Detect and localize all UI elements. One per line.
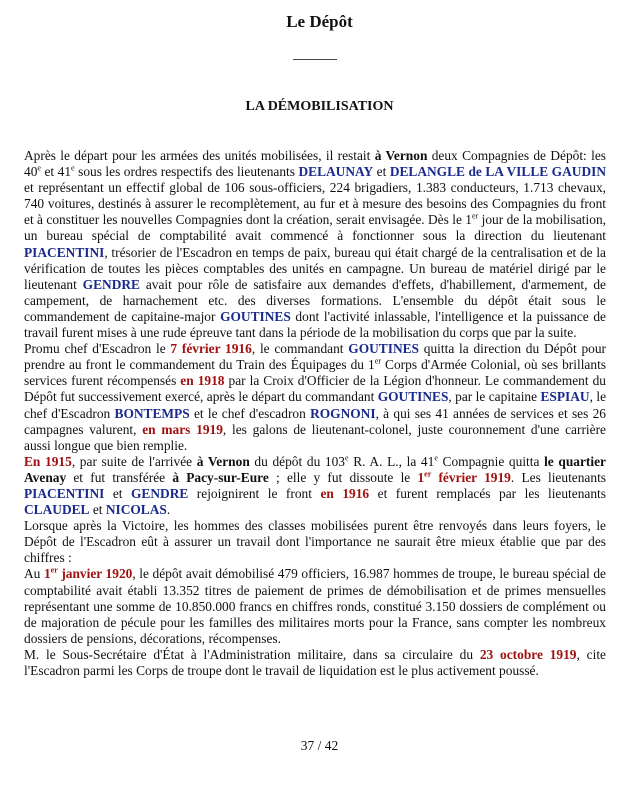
text-run: Au <box>24 566 44 582</box>
page-title: Le Dépôt <box>286 12 353 31</box>
text-run: Promu chef d'Escadron le <box>24 341 171 357</box>
text-run: le quartier Avenay <box>24 453 606 485</box>
text-run: et <box>104 485 132 501</box>
text-run: sous les ordres respectifs des lieutenants <box>74 164 299 180</box>
paragraph <box>24 566 606 646</box>
text-run: M. le Sous-Secrétaire d'État à l'Administration militaire, dans sa circulaire du <box>24 646 480 662</box>
paragraph <box>24 518 606 566</box>
text-run: . <box>166 502 171 518</box>
person-name: ROGNONI <box>310 405 376 421</box>
text-run: , le commandant <box>251 341 349 357</box>
text-run: , le chef d'Escadron <box>24 389 607 421</box>
paragraph <box>24 341 606 454</box>
text-run: , par le capitaine <box>448 389 541 405</box>
person-name: GOUTINES <box>377 389 449 405</box>
text-run: dont l'activité inlassable, l'intelligence et la puissance de travail furent mises à une rude épreuve tant dans la période de la mobilisation du corps que par la suite. <box>24 308 606 341</box>
text-run: e <box>345 453 349 463</box>
text-run: Après le départ pour les armées des unités mobilisées, il restait <box>24 148 375 163</box>
text-run: à Vernon <box>196 453 250 469</box>
text-run: Lorsque après la Victoire, les hommes des classes mobilisées purent être renvoyés dans leurs foyers, le Dépôt de l'Escadron eût à assurer un travail dont l'importance ne saurait être mieux établie que par des chiffres : <box>24 518 606 566</box>
text-run: jour de la mobilisation, un bureau spécial de comptabilité avait commencé à fonctionner sous la direction du lieutenant <box>24 212 606 244</box>
person-name: GOUTINES <box>220 308 291 324</box>
person-name: ESPIAU <box>540 389 590 405</box>
text-run: e <box>71 163 75 173</box>
text-run: du dépôt du 103 <box>249 453 346 469</box>
text-run: . Les lieutenants <box>510 469 607 485</box>
text-run: à Vernon <box>374 148 428 163</box>
text-run: , les galons de lieutenant-colonel, juste couronnement d'une carrière aussi longue que bien remplie. <box>24 421 606 453</box>
date-highlight: 1 <box>43 566 51 582</box>
text-run: par la Croix d'Officier de la Légion d'honneur. Le commandement du Dépôt fut successivement exercé, après le départ du commandant <box>24 373 606 405</box>
text-run: et <box>373 164 390 180</box>
paragraph <box>24 647 606 679</box>
text-run: rejoignirent le front <box>188 485 321 501</box>
date-highlight: en 1918 <box>180 373 225 389</box>
text-run: e <box>37 163 41 173</box>
person-name: GENDRE <box>131 485 189 501</box>
body-text <box>24 148 606 679</box>
text-run: deux Compagnies de Dépôt: les 40 <box>24 148 606 180</box>
text-run: quitta la direction du Dépôt pour prendre au front le commandement du Train des Équipages du 1 <box>24 341 606 373</box>
person-name: PIACENTINI <box>24 485 105 501</box>
text-run: , trésorier de l'Escadron en temps de paix, bureau qui était chargé de la centralisation et de la vérification de toutes les pièces comptables des unités en campagne. Un bureau de matériel dirigé par le lieutenant <box>24 244 606 292</box>
text-run: Corps d'Armée Colonial, où ses brillants services furent récompensés <box>24 357 606 389</box>
date-highlight: er <box>424 469 432 479</box>
person-name: GOUTINES <box>348 341 419 357</box>
date-highlight: En 1915 <box>24 453 72 469</box>
person-name: NICOLAS <box>105 502 167 518</box>
person-name: BONTEMPS <box>114 405 190 421</box>
section-heading: LA DÉMOBILISATION <box>245 99 394 114</box>
text-run: er <box>374 356 381 366</box>
text-run: et fut transférée <box>66 469 173 485</box>
text-run: et le chef d'escadron <box>189 405 311 421</box>
date-highlight: 23 octobre 1919 <box>479 646 577 662</box>
text-run: et furent remplacés par les lieutenants <box>369 485 606 501</box>
title-divider <box>293 59 337 60</box>
text-run: , par suite de l'arrivée <box>71 453 197 469</box>
person-name: PIACENTINI <box>24 244 105 260</box>
person-name: CLAUDEL <box>24 502 90 518</box>
text-run: et <box>89 502 106 518</box>
text-run: Compagnie quitta <box>437 453 545 469</box>
text-run: et 41 <box>40 164 72 180</box>
person-name: DELANGLE de LA VILLE GAUDIN <box>389 164 606 180</box>
text-run: , cite l'Escadron parmi les Corps de troupe dont le travail de liquidation est le plus activement poussé. <box>24 646 606 678</box>
text-run: R. A. L., la 41 <box>348 453 435 469</box>
person-name: DELAUNAY <box>298 164 374 180</box>
text-run: et représentant un effectif global de 106 sous-officiers, 224 brigadiers, 1.383 conducteurs, 1.713 chevaux, 740 voitures, destinés à assurer le recomplètement, au fur et à mesure des besoins des Compagnies du front et à constituer les nouvelles Compagnies dont la création, serait envisagée. Dès le 1 <box>24 180 606 228</box>
date-highlight: février 1919 <box>431 469 511 485</box>
date-highlight: en mars 1919 <box>142 421 223 437</box>
text-run: avait pour rôle de satisfaire aux demandes d'effets, d'habillement, d'armement, de campement, de harnachement etc. des diverses formations. L'ensemble du dépôt était sous le commandement de capitaine-major <box>24 276 606 324</box>
date-highlight: 1 <box>417 469 425 485</box>
text-run: , le dépôt avait démobilisé 479 officiers, 16.987 hommes de troupe, le bureau spécial de comptabilité avait établi 13.352 titres de paiement de primes de démobilisation et de primes mensuelles représentant une somme de 10.850.000 francs en chiffres ronds, constitué 3.150 dossiers de complément ou de majoration de pécule pour les familles des militaires morts pour la France, sans compter les nombreux dossiers de pensions, décorations, récompenses. <box>24 566 606 646</box>
date-highlight: 7 février 1916 <box>170 341 252 357</box>
text-run: e <box>434 453 438 463</box>
paragraph <box>24 454 606 518</box>
paragraph <box>24 148 606 341</box>
person-name: GENDRE <box>82 276 140 292</box>
date-highlight: en 1916 <box>320 485 370 501</box>
date-highlight: er <box>50 565 58 575</box>
date-highlight: janvier 1920 <box>57 566 133 582</box>
text-run: , à qui ses 41 années de services et ses 26 campagnes valurent, <box>24 405 606 437</box>
page-number: 37 / 42 <box>300 738 339 753</box>
text-run: à Pacy-sur-Eure <box>172 469 269 485</box>
text-run: er <box>472 211 479 221</box>
text-run: ; elle y fut dissoute le <box>268 469 418 485</box>
